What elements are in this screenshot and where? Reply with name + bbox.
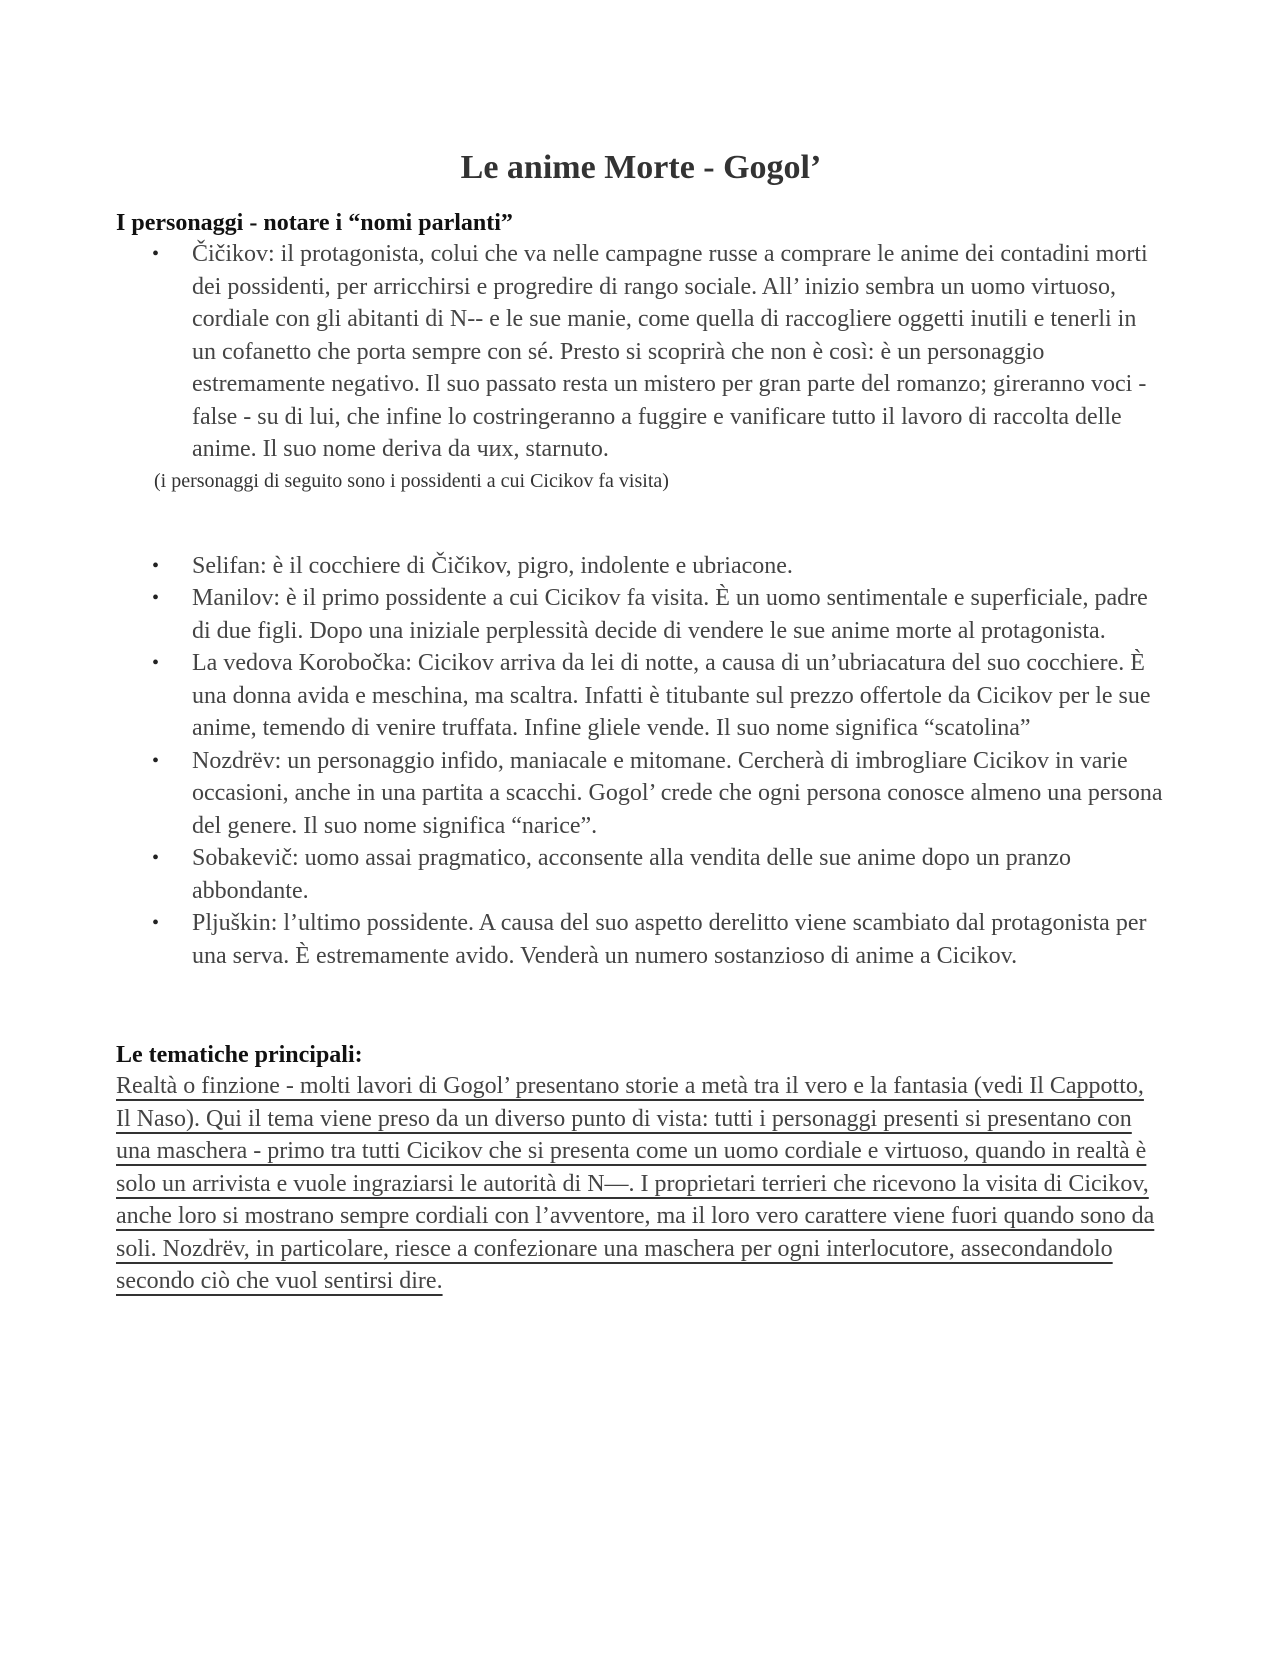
- spacer: [116, 494, 1166, 550]
- character-description: Selifan: è il cocchiere di Čičikov, pigro, indolente e ubriacone.: [192, 552, 793, 579]
- list-item: [152, 647, 1166, 745]
- list-item: [152, 550, 1166, 583]
- bullet-marker: •: [152, 587, 160, 609]
- list-item: [152, 238, 1166, 466]
- bullet-marker: •: [152, 749, 160, 772]
- themes-paragraph: Realtà o finzione - molti lavori di Gogol’ presentano storie a metà tra il vero e la fantasia (vedi Il Cappotto, Il Naso). Qui il tema viene preso da un diverso punto di vista: tutti i personaggi presenti si presentano con una maschera - primo tra tutti Cicikov che si presenta come un uomo cordiale e virtuoso, quando in realtà è solo un arrivista e vuole ingraziarsi le autorità di N—. I proprietari terrieri che ricevono la visita di Cicikov, anche loro si mostrano sempre cordiali con l’avventore, ma il loro vero carattere viene fuori quando sono da soli. Nozdrëv, in particolare, riesce a confezionare una maschera per ogni interlocutore, assecondandolo secondo ciò che vuol sentirsi dire.: [116, 1073, 1155, 1294]
- list-item: [152, 582, 1166, 647]
- bullet-marker: •: [152, 554, 160, 577]
- spacer: [116, 972, 1166, 1040]
- character-description: Nozdrëv: un personaggio infido, maniacale e mitomane. Cercherà di imbrogliare Cicikov in varie occasioni, anche in una partita a scacchi. Gogol’ crede che ogni persona conosce almeno una persona del genere. Il suo nome significa “narice”.: [192, 747, 1163, 839]
- bullet-marker: •: [152, 847, 160, 869]
- list-item: [152, 745, 1166, 843]
- character-description: Manilov: è il primo possidente a cui Cicikov fa visita. È un uomo sentimentale e superficiale, padre di due figli. Dopo una iniziale perplessità decide di vendere le sue anime morte al protagonista.: [192, 585, 1148, 644]
- bullet-marker: •: [152, 912, 160, 934]
- character-description: La vedova Korobočka: Cicikov arriva da lei di notte, a causa di un’ubriacatura del suo cocchiere. È una donna avida e meschina, ma scaltra. Infatti è titubante sul prezzo offertole da Cicikov per le sue anime, temendo di venire truffata. Infine gliele vende. Il suo nome significa “scatolina”: [192, 650, 1151, 741]
- document-title: Le anime Morte - Gogol’: [460, 149, 822, 186]
- character-description: Čičikov: il protagonista, colui che va nelle campagne russe a comprare le anime dei contadini morti dei possidenti, per arricchirsi e progredire di rango sociale. All’ inizio sembra un uomo virtuoso, cordiale con gli abitanti di N-- e le sue manie, come quella di raccogliere oggetti inutili e tenerli in un cofanetto che porta sempre con sé. Presto si scoprirà che non è così: è un personaggio estremamente negativo. Il suo passato resta un mistero per gran parte del romanzo; gireranno voci - false - su di lui, che infine lo costringeranno a fuggire e vanificare tutto il lavoro di raccolta delle anime. Il suo nome deriva da чих, starnuto.: [192, 241, 1148, 462]
- character-description: Sobakevič: uomo assai pragmatico, acconsente alla vendita delle sue anime dopo un pranzo abbondante.: [192, 845, 1072, 904]
- document-page: [116, 148, 1166, 1298]
- character-description: Pljuškin: l’ultimo possidente. A causa del suo aspetto derelitto viene scambiato dal protagonista per una serva. È estremamente avido. Venderà un numero sostanzioso di anime a Cicikov.: [192, 910, 1147, 969]
- characters-heading: I personaggi - notare i “nomi parlanti”: [116, 210, 513, 236]
- bullet-marker: •: [152, 243, 160, 265]
- character-list: [116, 550, 1166, 973]
- list-item: [152, 842, 1166, 907]
- list-item: [152, 907, 1166, 972]
- themes-heading: Le tematiche principali:: [116, 1042, 363, 1068]
- first-character-list: [116, 238, 1166, 466]
- bullet-marker: •: [152, 652, 160, 674]
- possidenti-note: (i personaggi di seguito sono i possidenti a cui Cicikov fa visita): [154, 469, 669, 492]
